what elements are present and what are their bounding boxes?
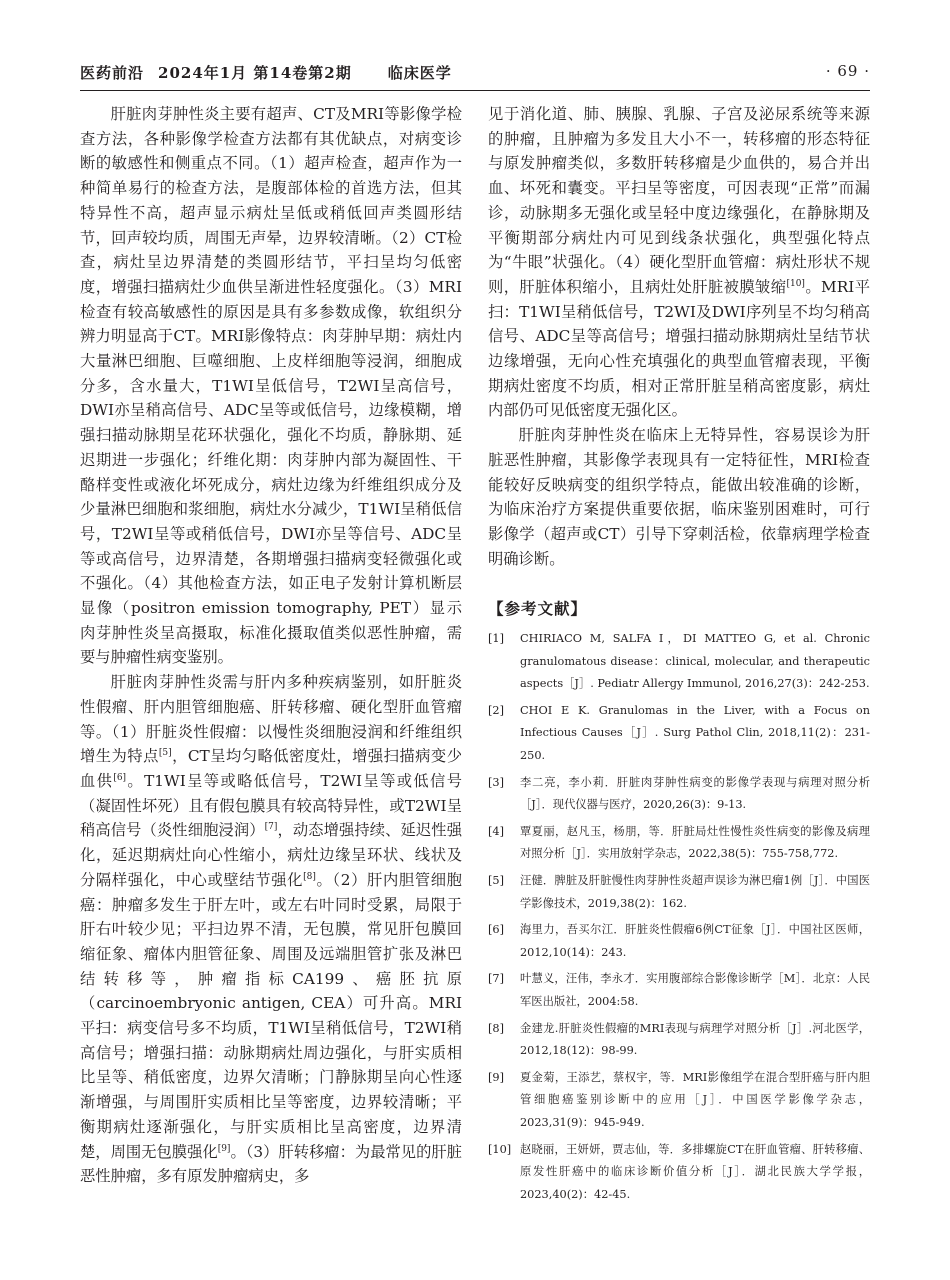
citation: [9] xyxy=(217,1143,231,1154)
reference-item xyxy=(488,772,870,817)
reference-text: 金建龙.肝脏炎性假瘤的MRI表现与病理学对照分析［J］.河北医学，2012,18(12)：98-99. xyxy=(520,1021,870,1058)
body-paragraph: 肝脏肉芽肿性炎主要有超声、CT及MRI等影像学检查方法，各种影像学检查方法都有其优缺点，对病变诊断的敏感性和侧重点不同。（1）超声检查，超声作为一种简单易行的检查方法，是腹部体检的首选方法，但其特异性不高，超声显示病灶呈低或稍低回声类圆形结节，回声较均质，周围无声晕，边界较清晰。（2）CT检查，病灶呈边界清楚的类圆形结节，平扫呈均匀低密度，增强扫描病灶少血供呈渐进性轻度强化。（3）MRI检查有较高敏感性的原因是具有多参数成像，软组织分辨力明显高于CT。MRI影像特点：肉芽肿早期：病灶内大量淋巴细胞、巨噬细胞、上皮样细胞等浸润，细胞成分多，含水量大，T1WI呈低信号，T2WI呈高信号，DWI亦呈稍高信号、ADC呈等或低信号，边缘模糊，增强扫描动脉期呈花环状强化，强化不均质，静脉期、延迟期进一步强化；纤维化期：肉芽肿内部为凝固性、干酪样变性或液化坏死成分，病灶边缘为纤维组织成分及少量淋巴细胞和浆细胞，病灶水分减少，T1WI呈稍低信号，T2WI呈等或稍低信号，DWI亦呈等信号、ADC呈等或高信号，边界清楚，各期增强扫描病变轻微强化或不强化。（4）其他检查方法，如正电子发射计算机断层显像（positron emission tomography, PET）显示肉芽肿性炎呈高摄取，标准化摄取值类似恶性肿瘤，需要与肿瘤性病变鉴别。 xyxy=(80,105,462,667)
text-run: ，CT呈均匀略低密度灶，增强扫描病变少血供 xyxy=(80,747,462,790)
reference-text: 夏金菊，王添艺，蔡权宇，等．MRI影像组学在混合型肝癌与肝内胆管细胞癌鉴别诊断中的应用［J］．中国医学影像学杂志，2023,31(9)：945-949. xyxy=(520,1070,870,1129)
reference-item xyxy=(488,821,870,866)
reference-number: [3] xyxy=(488,775,505,789)
text-run: 肝脏肉芽肿性炎需与肝内多种疾病鉴别，如肝脏炎性假瘤、肝内胆管细胞癌、肝转移瘤、硬化型肝血管瘤等。（1）肝脏炎性假瘤：以慢性炎细胞浸润和纤维组织增生为特点 xyxy=(80,673,462,766)
reference-text: 覃夏丽，赵凡玉，杨朋，等．肝脏局灶性慢性炎性病变的影像及病理对照分析［J］．实用放射学杂志，2022,38(5)：755-758,772. xyxy=(520,824,870,861)
reference-number: [10] xyxy=(488,1142,512,1156)
citation: [10] xyxy=(786,278,805,289)
reference-text: 李二亮，李小莉．肝脏肉芽肿性病变的影像学表现与病理对照分析［J］．现代仪器与医疗，2020,26(3)：9-13. xyxy=(520,775,870,812)
references-list xyxy=(488,628,870,1206)
reference-text: 叶慧义，汪伟，李永才．实用腹部综合影像诊断学［M］．北京：人民军医出版社，2004:58. xyxy=(520,972,870,1008)
reference-text: CHIRIACO M, SALFA I，DI MATTEO G, et al. Chronic granulomatous disease：clinical, molecular, and therapeutic aspects［J］. Pediatr Allergy Immunol, 2016,27(3)：242-253. xyxy=(520,632,870,691)
running-header xyxy=(80,62,870,86)
text-run: 。T1WI呈等或略低信号，T2WI呈等或低信号（凝固性坏死）且有假包膜具有较高特异性，或T2WI呈稍高信号（炎性细胞浸润） xyxy=(80,771,462,840)
reference-text: 赵晓丽，王妍妍，贾志仙，等．多排螺旋CT在肝血管瘤、肝转移瘤、原发性肝癌中的临床诊断价值分析［J］．湖北民族大学学报，2023,40(2)：42-45. xyxy=(520,1142,870,1201)
reference-item xyxy=(488,919,870,964)
right-column xyxy=(488,102,870,1210)
page-number: · 69 · xyxy=(825,62,870,80)
body-paragraph-differential xyxy=(80,670,462,1189)
text-run-continued: 见于消化道、肺、胰腺、乳腺、子宫及泌尿系统等来源的肿瘤，且肿瘤为多发且大小不一，转移瘤的形态特征与原发肿瘤类似，多数肝转移瘤是少血供的，易合并出血、坏死和囊变。平扫呈等密度，可因表现“正常”而漏诊，动脉期多无强化或呈轻中度边缘强化，在静脉期及平衡期部分病灶内可见到线条状强化，典型强化特点为“牛眼”状强化。（4）硬化型肝血管瘤：病灶形状不规则，肝脏体积缩小，且病灶处肝脏被膜皱缩 xyxy=(488,105,870,296)
citation: [6] xyxy=(113,772,127,783)
section-name: 临床医学 xyxy=(387,64,452,82)
text-run: 。MRI平扫：T1WI呈稍低信号，T2WI及DWI序列呈不均匀稍高信号、ADC呈等高信号；增强扫描动脉期病灶呈结节状边缘增强，无向心性充填强化的典型血管瘤表现，平衡期病灶密度不均质，相对正常肝脏呈稍高密度影，病灶内部仍可见低密度无强化区。 xyxy=(488,277,870,420)
reference-item xyxy=(488,1018,870,1063)
reference-text: 海里力，吾买尔江．肝脏炎性假瘤6例CT征象［J］．中国社区医师，2012,10(14)：243. xyxy=(520,923,870,959)
citation: [7] xyxy=(264,822,278,833)
references-heading: 【参考文献】 xyxy=(488,600,588,619)
reference-item xyxy=(488,1067,870,1135)
reference-number: [8] xyxy=(488,1021,505,1035)
reference-number: [1] xyxy=(488,632,505,646)
header-divider xyxy=(80,90,870,91)
header-journal-info xyxy=(80,62,466,83)
reference-number: [4] xyxy=(488,824,505,838)
reference-number: [2] xyxy=(488,703,505,717)
journal-name: 医药前沿 xyxy=(80,64,145,82)
reference-item xyxy=(488,870,870,915)
reference-item xyxy=(488,700,870,768)
left-column xyxy=(80,102,462,1189)
reference-number: [6] xyxy=(488,923,505,937)
text-run-break: 。（3）肝转移瘤：为最常见的肝脏恶性肿瘤，多有原发肿瘤病史，多 xyxy=(80,1142,462,1186)
reference-item xyxy=(488,628,870,696)
text-run: ，动态增强持续、延迟性强化，延迟期病灶向心性缩小，病灶边缘呈环状、线状及分隔样强化，中心或壁结节强化 xyxy=(80,821,462,889)
issue-info: 2024年1月 第14卷第2期 xyxy=(158,64,352,82)
reference-item xyxy=(488,968,870,1013)
reference-text: 汪健．脾脏及肝脏慢性肉芽肿性炎超声误诊为淋巴瘤1例［J］．中国医学影像技术，2019,38(2)：162. xyxy=(520,874,870,910)
reference-number: [5] xyxy=(488,874,505,887)
reference-text: CHOI E K. Granulomas in the Liver, with a Focus on Infectious Causes［J］. Surg Pathol Clin, 2018,11(2)：231-250. xyxy=(520,703,870,763)
body-paragraph-conclusion: 肝脏肉芽肿性炎在临床上无特异性，容易误诊为肝脏恶性肿瘤，其影像学表现具有一定特征性，MRI检查能较好反映病变的组织学特点，能做出较准确的诊断，为临床治疗方案提供重要依据，临床鉴别困难时，可行影像学（超声或CT）引导下穿刺活检，依靠病理学检查明确诊断。 xyxy=(488,426,870,568)
reference-number: [7] xyxy=(488,972,505,986)
text-run: 。（2）肝内胆管细胞癌：肿瘤多发生于肝左叶，或左右叶同时受累，局限于肝右叶较少见；平扫边界不清，无包膜，常见肝包膜回缩征象、瘤体内胆管征象、周围及远端胆管扩张及淋巴结转移等，肿瘤指标CA199、癌胚抗原（carcinoembryonic antigen, CEA）可升高。MRI平扫：病变信号多不均质，T1WI呈稍低信号，T2WI稍高信号；增强扫描：动脉期病灶周边强化，与肝实质相比呈等、稍低密度，边界欠清晰；门静脉期呈向心性逐渐增强，与周围肝实质相比呈等密度，边界较清晰；平衡期病灶逐渐强化，与肝实质相比呈高密度，边界清楚，周围无包膜强化 xyxy=(80,870,462,1161)
reference-item xyxy=(488,1139,870,1207)
reference-number: [9] xyxy=(488,1070,505,1084)
citation: [8] xyxy=(303,871,316,882)
body-paragraph-continued xyxy=(488,102,870,423)
citation: [5] xyxy=(158,748,172,759)
